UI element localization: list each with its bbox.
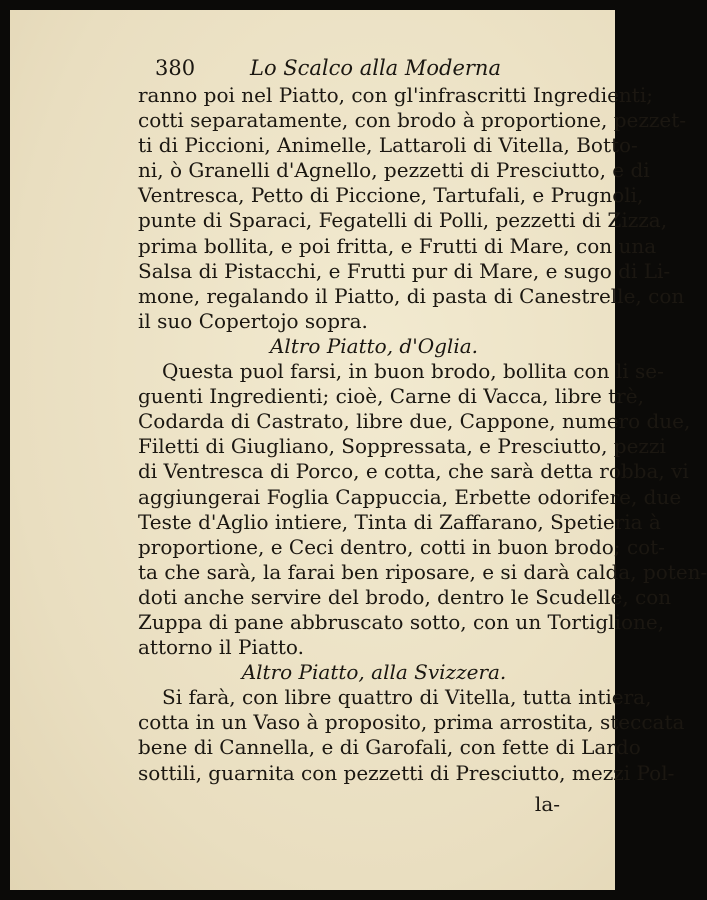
- text-line: bene di Cannella, e di Garofali, con fette di Lardo: [138, 735, 641, 760]
- book-page: [10, 10, 707, 890]
- running-title: Lo Scalco alla Moderna: [250, 56, 501, 80]
- text-line: Questa puol farsi, in buon brodo, bollita con li se-: [162, 359, 664, 384]
- text-line: ni, ò Granelli d'Agnello, pezzetti di Presciutto, e di: [138, 158, 650, 183]
- text-line: Ventresca, Petto di Piccione, Tartufali, e Prugnoli,: [138, 183, 644, 208]
- text-line: cotti separatamente, con brodo à proportione, pezzet-: [138, 108, 687, 133]
- text-line: ta che sarà, la farai ben riposare, e si darà calda, poten-: [138, 559, 707, 584]
- text-line: ti di Piccioni, Animelle, Lattaroli di Vitella, Botto-: [138, 133, 638, 158]
- text-line: Salsa di Pistacchi, e Frutti pur di Mare, e sugo di Li-: [138, 258, 671, 283]
- section-heading: Altro Piatto, alla Svizzera.: [241, 660, 507, 685]
- text-line: di Ventresca di Porco, e cotta, che sarà detta robba, vi: [138, 459, 689, 484]
- text-line: prima bollita, e poi fritta, e Frutti di Mare, con una: [138, 233, 657, 258]
- page-header: [155, 52, 605, 86]
- text-line: ranno poi nel Piatto, con gl'infrascritti Ingredienti;: [138, 83, 653, 107]
- catchword: la-: [534, 791, 560, 816]
- page-number: 380: [155, 56, 196, 80]
- text-line: Zuppa di pane abbruscato sotto, con un Tortiglione,: [138, 609, 665, 634]
- text-line: il suo Copertojo sopra.: [138, 308, 368, 333]
- text-line: punte di Sparaci, Fegatelli di Polli, pezzetti di Zizza,: [138, 208, 668, 233]
- text-line: sottili, guarnita con pezzetti di Presciutto, mezzi Pol-: [138, 760, 675, 785]
- text-line: doti anche servire del brodo, dentro le Scudelle, con: [138, 584, 672, 609]
- section-heading: Altro Piatto, d'Oglia.: [269, 333, 479, 358]
- text-line: Codarda di Castrato, libre due, Cappone, numero due,: [138, 409, 691, 434]
- text-line: guenti Ingredienti; cioè, Carne di Vacca, libre trè,: [138, 384, 644, 409]
- text-line: attorno il Piatto.: [138, 635, 304, 660]
- text-line: aggiungerai Foglia Cappuccia, Erbette odorifere, due: [138, 484, 682, 509]
- text-body: [138, 83, 707, 817]
- text-line: Teste d'Aglio intiere, Tinta di Zaffarano, Spetieria à: [138, 509, 661, 534]
- text-line: mone, regalando il Piatto, di pasta di Canestrelle, con: [138, 283, 685, 308]
- text-line: Si farà, con libre quattro di Vitella, tutta intiera,: [162, 685, 652, 710]
- text-line: proportione, e Ceci dentro, cotti in buon brodo; cot-: [138, 534, 665, 559]
- text-line: Filetti di Giugliano, Soppressata, e Presciutto, pezzi: [138, 434, 666, 459]
- text-line: cotta in un Vaso à proposito, prima arrostita, steccata: [138, 710, 685, 735]
